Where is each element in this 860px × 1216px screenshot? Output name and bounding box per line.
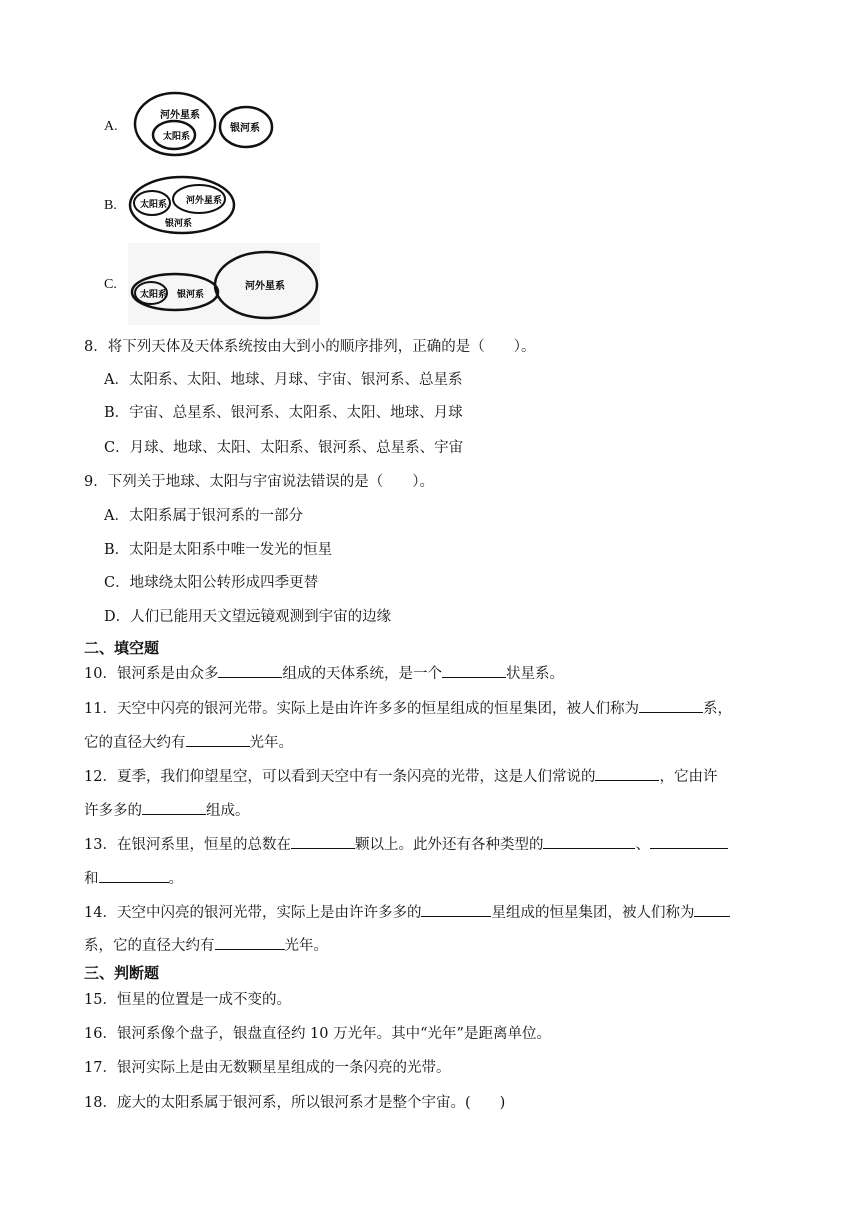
q11-line-2 bbox=[84, 732, 293, 753]
q10-text-a: 10．银河系是由众多 bbox=[84, 666, 219, 682]
q13-text-c: 、 bbox=[635, 837, 650, 853]
q7-c-inner-text: 太阳系 bbox=[140, 290, 168, 300]
q14-line-1 bbox=[84, 902, 730, 923]
q17: 17．银河实际上是由无数颗星星组成的一条闪亮的光带。 bbox=[84, 1060, 451, 1076]
q7-b-left-text: 太阳系 bbox=[140, 200, 168, 210]
q12-text-b: ，它由许 bbox=[659, 769, 718, 785]
q7-b-right-text: 河外星系 bbox=[186, 196, 223, 206]
q10-text-c: 状星系。 bbox=[505, 666, 564, 682]
q12-line-1 bbox=[84, 766, 717, 787]
q18: 18．庞大的太阳系属于银河系，所以银河系才是整个宇宙。( ) bbox=[84, 1095, 506, 1111]
q14-text-d: 光年。 bbox=[284, 938, 328, 954]
q7-option-c-label: C. bbox=[104, 277, 117, 292]
section-judgment-heading: 三、判断题 bbox=[84, 964, 160, 982]
q11-line-1 bbox=[84, 698, 732, 719]
q12-text-c: 许多多的 bbox=[84, 803, 142, 819]
q10-blank-2[interactable] bbox=[442, 663, 506, 678]
q8-option-b: B．宇宙、总星系、银河系、太阳系、太阳、地球、月球 bbox=[104, 405, 463, 421]
q9-option-d: D．人们已能用天文望远镜观测到宇宙的边缘 bbox=[104, 609, 392, 625]
section-fill-in-heading: 二、填空题 bbox=[84, 639, 160, 657]
q11-text-c: 它的直径大约有 bbox=[84, 735, 186, 751]
q14-line-2 bbox=[84, 935, 328, 956]
q7-a-outer-text: 河外星系 bbox=[160, 110, 200, 121]
q7-option-c-diagram bbox=[128, 243, 320, 325]
q13-blank-1[interactable] bbox=[291, 834, 355, 849]
q13-text-d: 和 bbox=[84, 871, 99, 887]
q7-a-side-text: 银河系 bbox=[230, 123, 260, 134]
q7-option-b-label: B. bbox=[104, 198, 117, 213]
q12-blank-2[interactable] bbox=[142, 800, 206, 815]
q7-c-right-text: 河外星系 bbox=[245, 281, 285, 292]
q12-line-2 bbox=[84, 800, 250, 821]
q10-text-b: 组成的天体系统，是一个 bbox=[282, 666, 442, 682]
q9-option-a: A．太阳系属于银河系的一部分 bbox=[104, 508, 303, 524]
q10 bbox=[84, 663, 564, 684]
q13-text-b: 颗以上。此外还有各种类型的 bbox=[354, 837, 544, 853]
q13-line-1 bbox=[84, 834, 728, 855]
q9-option-b: B．太阳是太阳系中唯一发光的恒星 bbox=[104, 542, 333, 558]
q10-blank-1[interactable] bbox=[218, 663, 282, 678]
q7-option-a-label: A. bbox=[104, 119, 118, 134]
q8-option-a: A．太阳系、太阳、地球、月球、宇宙、银河系、总星系 bbox=[104, 372, 463, 388]
q13-blank-3[interactable] bbox=[650, 834, 728, 849]
q11-text-a: 11．天空中闪亮的银河光带。实际上是由许许多多的恒星组成的恒星集团，被人们称为 bbox=[84, 701, 639, 717]
q11-blank-2[interactable] bbox=[186, 732, 250, 747]
q7-option-b-diagram bbox=[127, 173, 239, 238]
q16: 16．银河系像个盘子，银盘直径约 10 万光年。其中“光年”是距离单位。 bbox=[84, 1026, 551, 1042]
q12-text-d: 组成。 bbox=[206, 803, 250, 819]
q15: 15．恒星的位置是一成不变的。 bbox=[84, 992, 291, 1008]
q11-blank-1[interactable] bbox=[639, 698, 703, 713]
q14-blank-2[interactable] bbox=[694, 902, 730, 917]
q9-stem: 9．下列关于地球、太阳与宇宙说法错误的是（ ）。 bbox=[84, 474, 434, 490]
q14-text-b: 星组成的恒星集团，被人们称为 bbox=[491, 905, 695, 921]
q7-b-outer-text: 银河系 bbox=[165, 219, 193, 229]
q7-option-a-diagram bbox=[132, 90, 277, 160]
q8-stem: 8．将下列天体及天体系统按由大到小的顺序排列，正确的是（ ）。 bbox=[84, 339, 536, 355]
q12-text-a: 12．夏季，我们仰望星空，可以看到天空中有一条闪亮的光带，这是人们常说的 bbox=[84, 769, 596, 785]
q7-a-inner-text: 太阳系 bbox=[163, 132, 191, 142]
q11-text-b: 系， bbox=[702, 701, 732, 717]
q11-text-d: 光年。 bbox=[249, 735, 293, 751]
q13-text-e: 。 bbox=[168, 871, 183, 887]
q13-line-2 bbox=[84, 868, 183, 889]
q14-blank-3[interactable] bbox=[215, 935, 285, 950]
q12-blank-1[interactable] bbox=[595, 766, 659, 781]
q9-option-c: C．地球绕太阳公转形成四季更替 bbox=[104, 575, 319, 591]
q13-blank-2[interactable] bbox=[543, 834, 635, 849]
q14-text-a: 14．天空中闪亮的银河光带，实际上是由许许多多的 bbox=[84, 905, 422, 921]
q14-text-c: 系，它的直径大约有 bbox=[84, 938, 215, 954]
q13-text-a: 13．在银河系里，恒星的总数在 bbox=[84, 837, 291, 853]
q14-blank-1[interactable] bbox=[421, 902, 491, 917]
q7-c-middle-text: 银河系 bbox=[177, 290, 205, 300]
q13-blank-4[interactable] bbox=[99, 868, 169, 883]
q8-option-c: C．月球、地球、太阳、太阳系、银河系、总星系、宇宙 bbox=[104, 440, 464, 456]
